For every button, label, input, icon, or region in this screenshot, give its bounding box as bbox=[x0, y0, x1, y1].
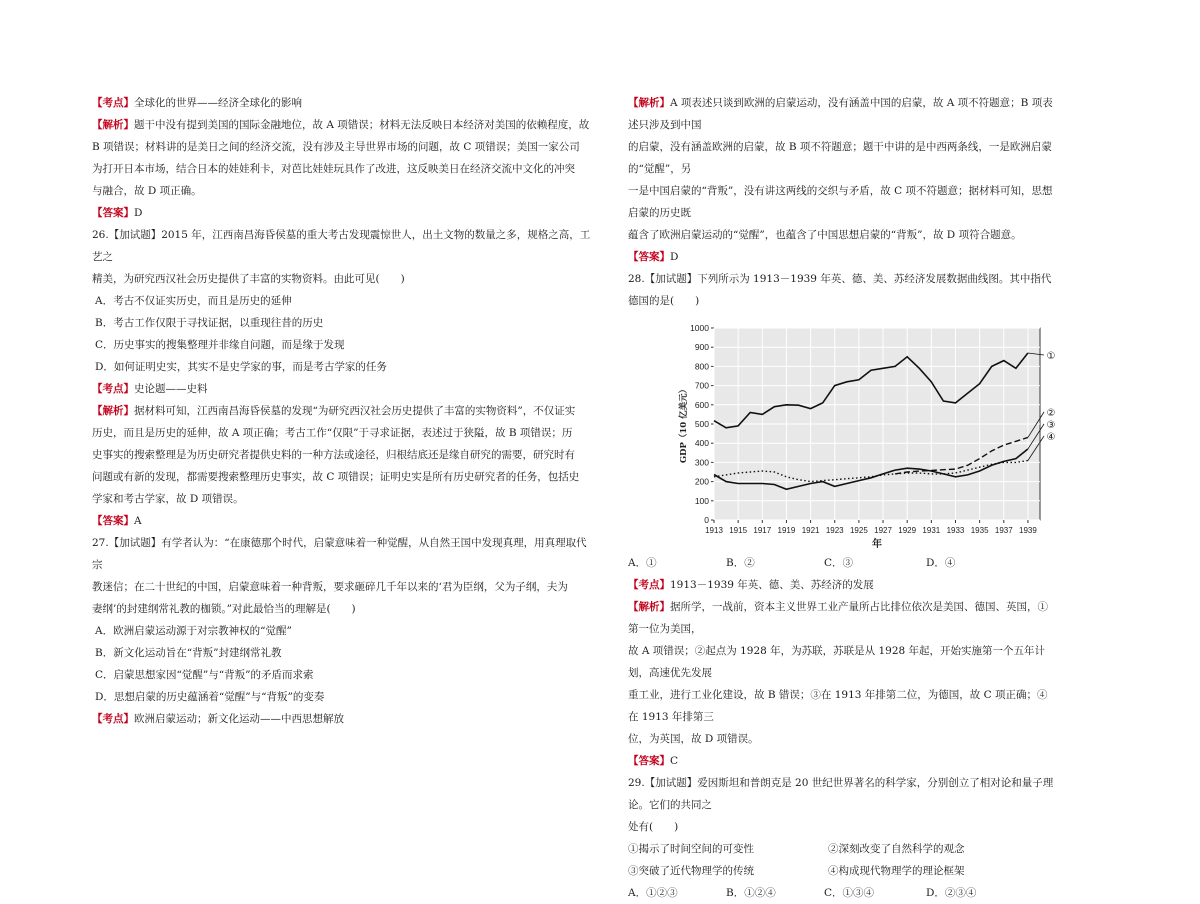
jiexi-tag: 【解析】 bbox=[92, 405, 134, 417]
q28-jiexi-line: 重工业，进行工业化建设，故 B 错误；③在 1913 年排第二位，为德国，故 C 项正确；④在 1913 年排第三 bbox=[628, 689, 1048, 723]
x-tick-label: 1925 bbox=[849, 526, 868, 535]
q28-answer: 【答案】C bbox=[628, 755, 679, 767]
q28-kaodian: 【考点】1913－1939 年英、德、美、苏经济的发展 bbox=[628, 579, 874, 591]
kaodian-tag: 【考点】 bbox=[92, 383, 134, 395]
jiexi-tag: 【解析】 bbox=[628, 601, 670, 613]
q28-jiexi-line: 位，为英国，故 D 项错误。 bbox=[628, 733, 759, 745]
q27-jiexi-line: 蕴含了欧洲启蒙运动的“觉醒”，也蕴含了中国思想启蒙的“背叛”，故 D 项符合题意。 bbox=[628, 229, 1022, 241]
q29-items-row bbox=[628, 860, 1054, 882]
y-tick-label: 100 bbox=[694, 495, 709, 506]
x-tick-label: 1937 bbox=[994, 526, 1013, 535]
y-tick-label: 900 bbox=[694, 342, 709, 353]
x-tick-label: 1939 bbox=[1019, 526, 1037, 535]
q26-jiexi-line: 【解析】据材料可知，江西南昌海昏侯墓的发现“为研究西汉社会历史提供了丰富的实物资料”，不仅证实 bbox=[92, 405, 576, 417]
q28-stem: 28.【加试题】下列所示为 1913－1939 年英、德、美、苏经济发展数据曲线图。其中指代德国的是( ) bbox=[628, 273, 1052, 307]
x-tick-label: 1921 bbox=[801, 526, 820, 535]
x-tick-label: 1919 bbox=[777, 526, 796, 535]
q28-option: B．② bbox=[726, 557, 755, 569]
q27-option: B．新文化运动旨在“背叛”封建纲常礼教 bbox=[95, 647, 282, 659]
q26-jiexi-line: 学家和考古学家，故 D 项错误。 bbox=[92, 493, 244, 505]
q27-stem: 27.【加试题】有学者认为：“在康德那个时代，启蒙意味着一种觉醒，从自然王国中发现真理，用真理取代宗 bbox=[92, 537, 587, 571]
q26-option: C．历史事实的搜集整理并非缘自问题，而是缘于发现 bbox=[95, 339, 345, 351]
q28-option: C．③ bbox=[824, 557, 854, 569]
kaodian-tag: 【考点】 bbox=[92, 97, 134, 109]
q26-jiexi-line: 问题或有新的发现，都需要搜索整理历史事实，故 C 项错误；证明史实是所有历史研究者的任务，包括史 bbox=[92, 471, 580, 483]
q27-option: A．欧洲启蒙运动源于对宗教神权的“觉醒” bbox=[95, 625, 292, 637]
daan-tag: 【答案】 bbox=[92, 207, 134, 219]
x-tick-label: 1915 bbox=[729, 526, 748, 535]
q26-option: B．考古工作仅限于寻找证据，以重现往昔的历史 bbox=[95, 317, 324, 329]
x-tick-label: 1917 bbox=[753, 526, 772, 535]
q29-option: A．①②③ bbox=[628, 887, 678, 899]
q29-item: ①揭示了时间空间的可变性 bbox=[628, 843, 754, 855]
q25-answer: 【答案】D bbox=[92, 207, 143, 219]
q29-options bbox=[628, 882, 1054, 904]
q27-jiexi-line: 【解析】A 项表述只谈到欧洲的启蒙运动，没有涵盖中国的启蒙，故 A 项不符题意；B 项表述只涉及到中国 bbox=[628, 97, 1053, 131]
gdp-line-chart bbox=[628, 314, 1054, 550]
y-tick-label: 1000 bbox=[690, 323, 709, 333]
q28-option: A．① bbox=[628, 557, 657, 569]
q27-jiexi-line: 的启蒙，没有涵盖欧洲的启蒙，故 B 项不符题意；题干中讲的是中西两条线，一是欧洲启蒙的“觉醒”，另 bbox=[628, 141, 1052, 175]
q26-jiexi-line: 历史，而且是历史的延伸，故 A 项正确；考古工作“仅限”于寻求证据，表述过于狭隘，故 B 项错误；历 bbox=[92, 427, 573, 439]
q28-options bbox=[628, 552, 1054, 574]
q29-option: C．①③④ bbox=[824, 887, 875, 899]
q29-stem: 处有( ) bbox=[628, 821, 679, 833]
q27-option: D．思想启蒙的历史蕴涵着“觉醒”与“背叛”的变奏 bbox=[95, 691, 325, 703]
series-label-4: ④ bbox=[1046, 432, 1056, 443]
q28-option: D．④ bbox=[926, 557, 956, 569]
q25-jiexi-line: 为打开日本市场，结合日本的娃娃利卡，对芭比娃娃玩具作了改进，这反映美日在经济交流中文化的冲突 bbox=[92, 163, 575, 175]
q27-kaodian: 【考点】欧洲启蒙运动；新文化运动——中西思想解放 bbox=[92, 713, 344, 725]
x-tick-label: 1929 bbox=[898, 526, 917, 535]
q29-item: ④构成现代物理学的理论框架 bbox=[828, 865, 965, 877]
q26-option: D．如何证明史实，其实不是史学家的事，而是考古学家的任务 bbox=[95, 361, 387, 373]
series-label-2: ② bbox=[1046, 408, 1056, 419]
q25-kaodian: 【考点】全球化的世界——经济全球化的影响 bbox=[92, 97, 302, 109]
y-tick-label: 700 bbox=[694, 380, 709, 391]
kaodian-tag: 【考点】 bbox=[628, 579, 670, 591]
q25-jiexi-line: B 项错误；材料讲的是美日之间的经济交流，没有涉及主导世界市场的问题，故 C 项错误；美国一家公司 bbox=[92, 141, 580, 153]
q26-option: A．考古不仅证实历史，而且是历史的延伸 bbox=[95, 295, 292, 307]
daan-tag: 【答案】 bbox=[92, 515, 134, 527]
q25-jiexi-line: 【解析】题干中没有提到美国的国际金融地位，故 A 项错误；材料无法反映日本经济对美国的依赖程度，故 bbox=[92, 119, 590, 131]
jiexi-tag: 【解析】 bbox=[92, 119, 134, 131]
x-tick-label: 1931 bbox=[922, 526, 941, 535]
q29-item: ③突破了近代物理学的传统 bbox=[628, 865, 754, 877]
chart-svg bbox=[628, 314, 1054, 550]
q25-jiexi-line: 与融合，故 D 项正确。 bbox=[92, 185, 202, 197]
q27-stem: 妻纲’的封建纲常礼教的枷锁。”对此最恰当的理解是( ) bbox=[92, 603, 356, 615]
series-label-1: ① bbox=[1046, 350, 1056, 362]
y-tick-label: 600 bbox=[694, 399, 709, 410]
x-tick-label: 1935 bbox=[970, 526, 989, 535]
q27-jiexi-line: 一是中国启蒙的“背叛”，没有讲这两线的交织与矛盾，故 C 项不符题意；据材料可知，思想启蒙的历史既 bbox=[628, 185, 1053, 219]
y-tick-label: 0 bbox=[704, 515, 709, 525]
x-axis-label: 年 bbox=[872, 539, 882, 550]
q29-items-row bbox=[628, 838, 1054, 860]
q29-item: ②深刻改变了自然科学的观念 bbox=[828, 843, 965, 855]
series-label-3: ③ bbox=[1046, 420, 1056, 431]
q26-kaodian: 【考点】史论题——史料 bbox=[92, 383, 208, 395]
x-tick-label: 1923 bbox=[825, 526, 844, 535]
q26-jiexi-line: 史事实的搜索整理是为历史研究者提供史料的一种方法或途径，归根结底还是缘自研究的需要，研究时有 bbox=[92, 449, 575, 461]
q28-jiexi-line: 故 A 项错误；②起点为 1928 年，为苏联，苏联是从 1928 年起，开始实施第一个五年计划，高速优先发展 bbox=[628, 645, 1046, 679]
y-tick-label: 800 bbox=[694, 361, 709, 372]
y-tick-label: 200 bbox=[694, 476, 709, 487]
q29-option: B．①②④ bbox=[726, 887, 776, 899]
q26-stem: 26.【加试题】2015 年，江西南昌海昏侯墓的重大考古发现震惊世人，出土文物的数量之多，规格之高，工艺之 bbox=[92, 229, 591, 263]
jiexi-tag: 【解析】 bbox=[628, 97, 670, 109]
q27-option: C．启蒙思想家因“觉醒”与“背叛”的矛盾而求索 bbox=[95, 669, 314, 681]
q27-answer: 【答案】D bbox=[628, 251, 679, 263]
q27-stem: 教迷信；在二十世纪的中国，启蒙意味着一种背叛，要求砸碎几千年以来的‘君为臣纲，父为子纲，夫为 bbox=[92, 581, 568, 593]
x-tick-label: 1933 bbox=[946, 526, 965, 535]
q26-stem: 精美，为研究西汉社会历史提供了丰富的实物资料。由此可见( ) bbox=[92, 273, 405, 285]
kaodian-tag: 【考点】 bbox=[92, 713, 134, 725]
x-tick-label: 1927 bbox=[874, 526, 892, 535]
y-axis-label: GDP（10 亿美元） bbox=[679, 384, 689, 464]
daan-tag: 【答案】 bbox=[628, 755, 670, 767]
y-tick-label: 300 bbox=[694, 457, 709, 468]
daan-tag: 【答案】 bbox=[628, 251, 670, 263]
q28-jiexi-line: 【解析】据所学，一战前，资本主义世界工业产量所占比排位依次是美国、德国、英国，①第一位为美国， bbox=[628, 601, 1048, 635]
y-tick-label: 400 bbox=[694, 438, 709, 449]
q29-option: D．②③④ bbox=[926, 887, 977, 899]
q26-answer: 【答案】A bbox=[92, 515, 142, 527]
left-column bbox=[92, 92, 594, 730]
y-tick-label: 500 bbox=[694, 419, 709, 429]
x-tick-label: 1913 bbox=[705, 526, 723, 535]
q29-stem: 29.【加试题】爱因斯坦和普朗克是 20 世纪世界著名的科学家，分别创立了相对论和量子理论。它们的共同之 bbox=[628, 777, 1054, 811]
right-column bbox=[628, 92, 1054, 904]
